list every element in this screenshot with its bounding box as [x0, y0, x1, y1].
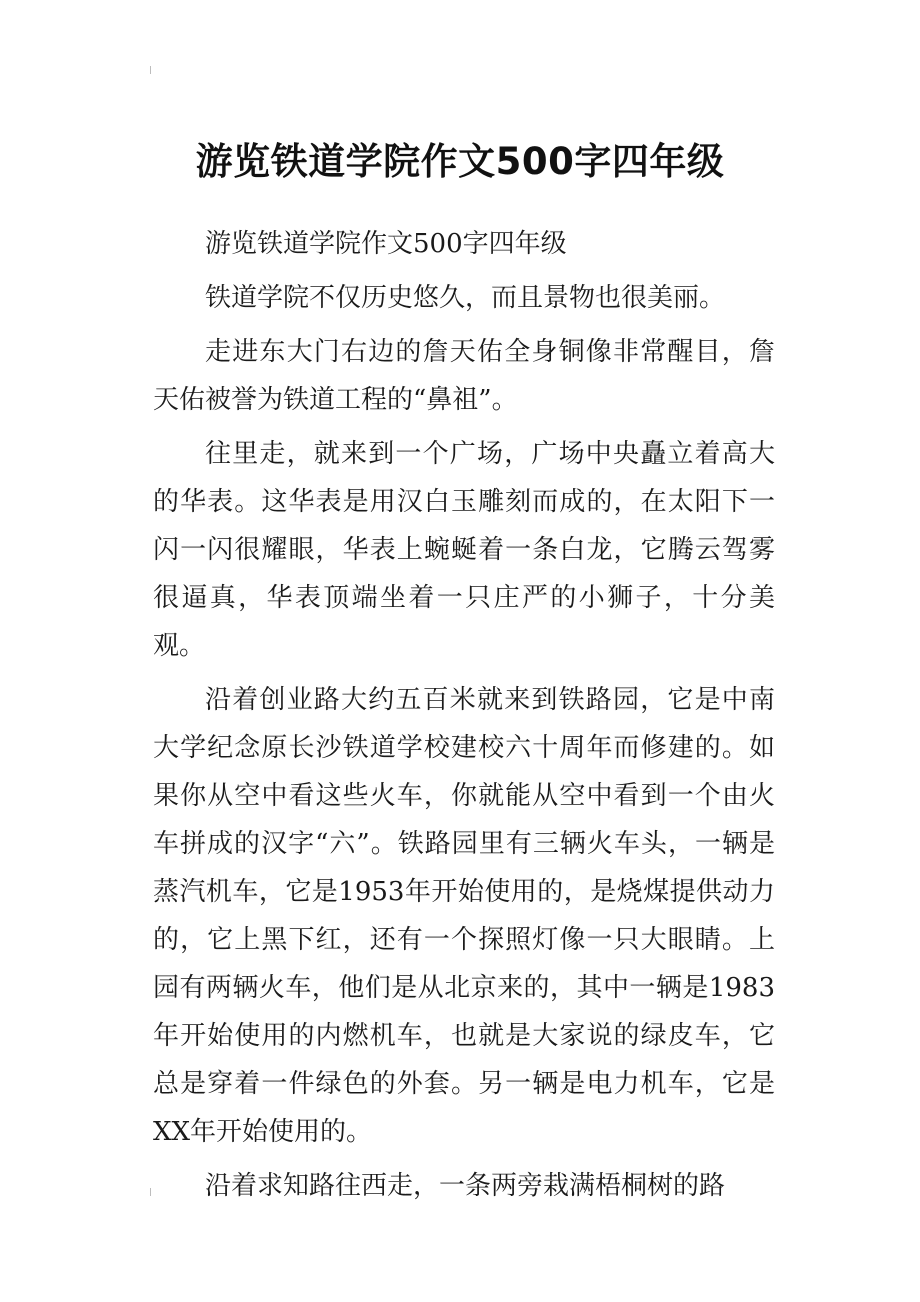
paragraph: 往里走，就来到一个广场，广场中央矗立着高大的华表。这华表是用汉白玉雕刻而成的，在太阳下一闪一闪很耀眼，华表上蜿蜒着一条白龙，它腾云驾雾很逼真，华表顶端坐着一只庄严的小狮子，十分美观。: [153, 439, 775, 661]
paragraph: 沿着求知路往西走，一条两旁栽满梧桐树的路: [205, 1171, 726, 1201]
paragraph: 沿着创业路大约五百米就来到铁路园，它是中南大学纪念原长沙铁道学校建校六十周年而修建的。如果你从空中看这些火车，你就能从空中看到一个由火车拼成的汉字“六”。铁路园里有三辆火车头，一辆是蒸汽机车，它是1953年开始使用的，是烧煤提供动力的，它上黑下红，还有一个探照灯像一只大眼睛。上园有两辆火车，他们是从北京来的，其中一辆是1983年开始使用的内燃机车，也就是大家说的绿皮车，它总是穿着一件绿色的外套。另一辆是电力机车，它是XX年开始使用的。: [153, 685, 775, 1147]
paragraph-subtitle: 游览铁道学院作文500字四年级: [205, 229, 567, 259]
paragraph: 走进东大门右边的詹天佑全身铜像非常醒目，詹天佑被誉为铁道工程的“鼻祖”。: [153, 337, 775, 415]
paragraph: 铁道学院不仅历史悠久，而且景物也很美丽。: [205, 283, 726, 313]
corner-mark-top: [150, 66, 155, 74]
document-title: 游览铁道学院作文500字四年级: [195, 139, 725, 183]
document-body: [153, 220, 775, 1216]
corner-mark-bottom: [150, 1188, 155, 1196]
